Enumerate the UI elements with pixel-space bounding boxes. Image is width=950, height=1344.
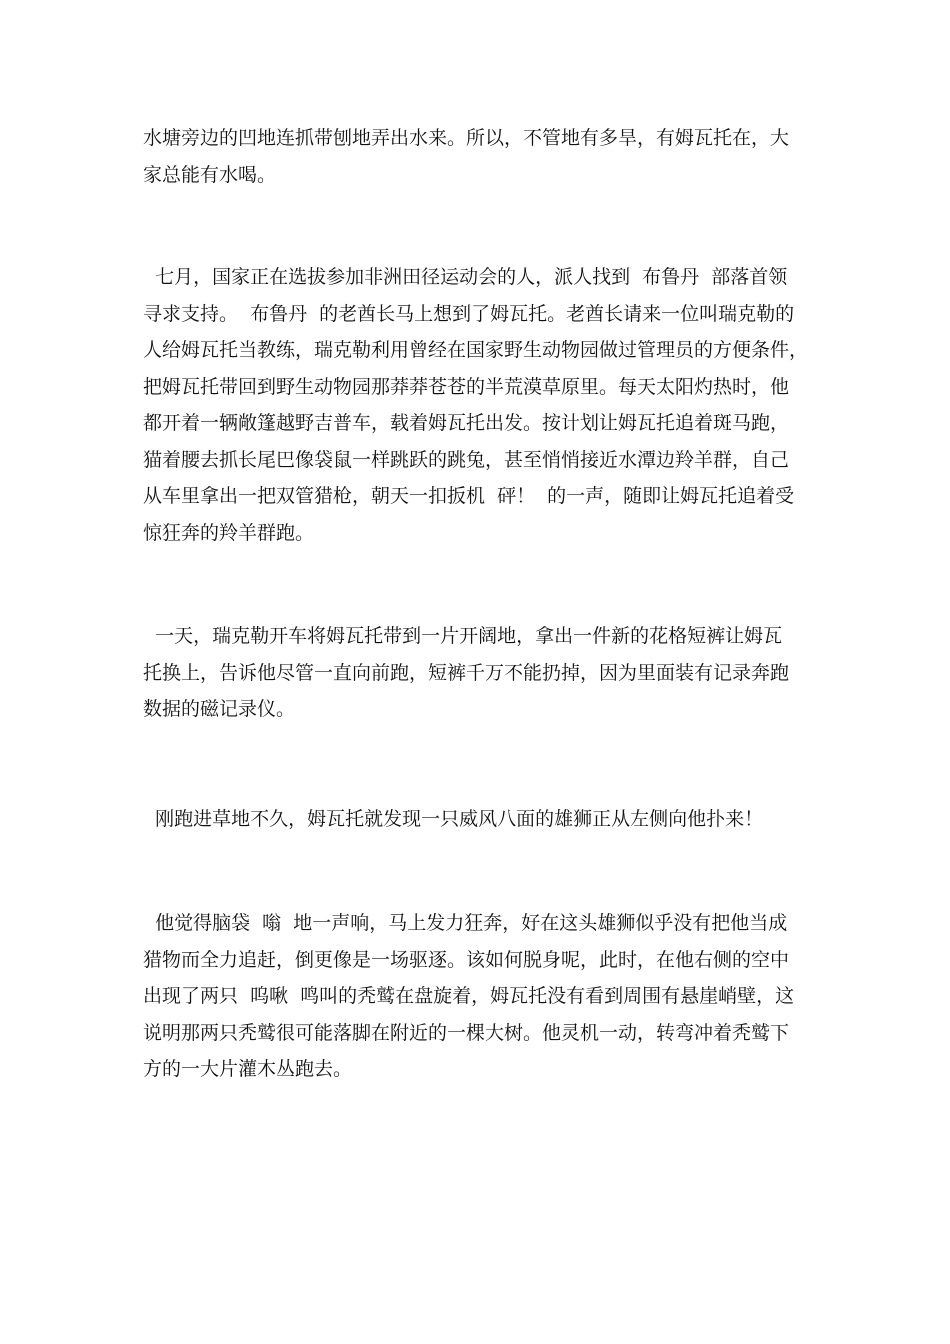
text-line: 都开着一辆敞篷越野吉普车，载着姆瓦托出发。按计划让姆瓦托追着斑马跑， — [143, 412, 790, 434]
text-line: 托换上，告诉他尽管一直向前跑，短裤千万不能扔掉，因为里面装有记录奔跑 — [143, 661, 790, 684]
text-line: 水塘旁边的凹地连抓带刨地弄出水来。所以，不管地有多旱，有姆瓦托在，大 — [143, 127, 790, 149]
paragraph — [143, 905, 808, 1088]
text-line: 寻求支持。 布鲁丹 的老酋长马上想到了姆瓦托。老酋长请来一位叫瑞克勒的 — [143, 302, 795, 325]
text-line: 他觉得脑袋 嗡 地一声响，马上发力狂奔，好在这头雄狮似乎没有把他当成 — [143, 912, 788, 934]
text-line: 说明那两只秃鹫很可能落脚在附近的一棵大树。他灵机一动，转弯冲着秃鹫下 — [143, 1021, 790, 1044]
text-line: 方的一大片灌木丛跑去。 — [143, 1058, 353, 1080]
text-line: 数据的磁记录仪。 — [143, 698, 296, 720]
paragraph — [143, 801, 808, 838]
text-line: 猫着腰去抓长尾巴像袋鼠一样跳跃的跳兔，甚至悄悄接近水潭边羚羊群，自己 — [143, 448, 790, 471]
paragraph — [143, 120, 808, 193]
text-line: 家总能有水喝。 — [143, 163, 277, 186]
text-line: 从车里拿出一把双管猎枪，朝天一扣扳机 砰！ 的一声，随即让姆瓦托追着受 — [143, 485, 795, 507]
text-line: 惊狂奔的羚羊群跑。 — [143, 521, 315, 544]
text-line: 出现了两只 呜啾 鸣叫的秃鹫在盘旋着，姆瓦托没有看到周围有悬崖峭壁，这 — [143, 985, 795, 1007]
text-line: 刚跑进草地不久，姆瓦托就发现一只威风八面的雄狮正从左侧向他扑来！ — [143, 808, 764, 830]
text-line: 把姆瓦托带回到野生动物园那莽莽苍苍的半荒漠草原里。每天太阳灼热时，他 — [143, 375, 790, 398]
text-line: 七月，国家正在选拔参加非洲田径运动会的人，派人找到 布鲁丹 部落首领 — [143, 266, 788, 288]
text-line: 人给姆瓦托当教练，瑞克勒利用曾经在国家野生动物园做过管理员的方便条件， — [143, 339, 809, 361]
paragraph — [143, 618, 808, 728]
text-line: 猎物而全力追赶，倒更像是一场驱逐。该如何脱身呢，此时，在他右侧的空中 — [143, 948, 790, 971]
paragraph — [143, 259, 808, 551]
text-line: 一天，瑞克勒开车将姆瓦托带到一片开阔地，拿出一件新的花格短裤让姆瓦 — [143, 625, 783, 647]
